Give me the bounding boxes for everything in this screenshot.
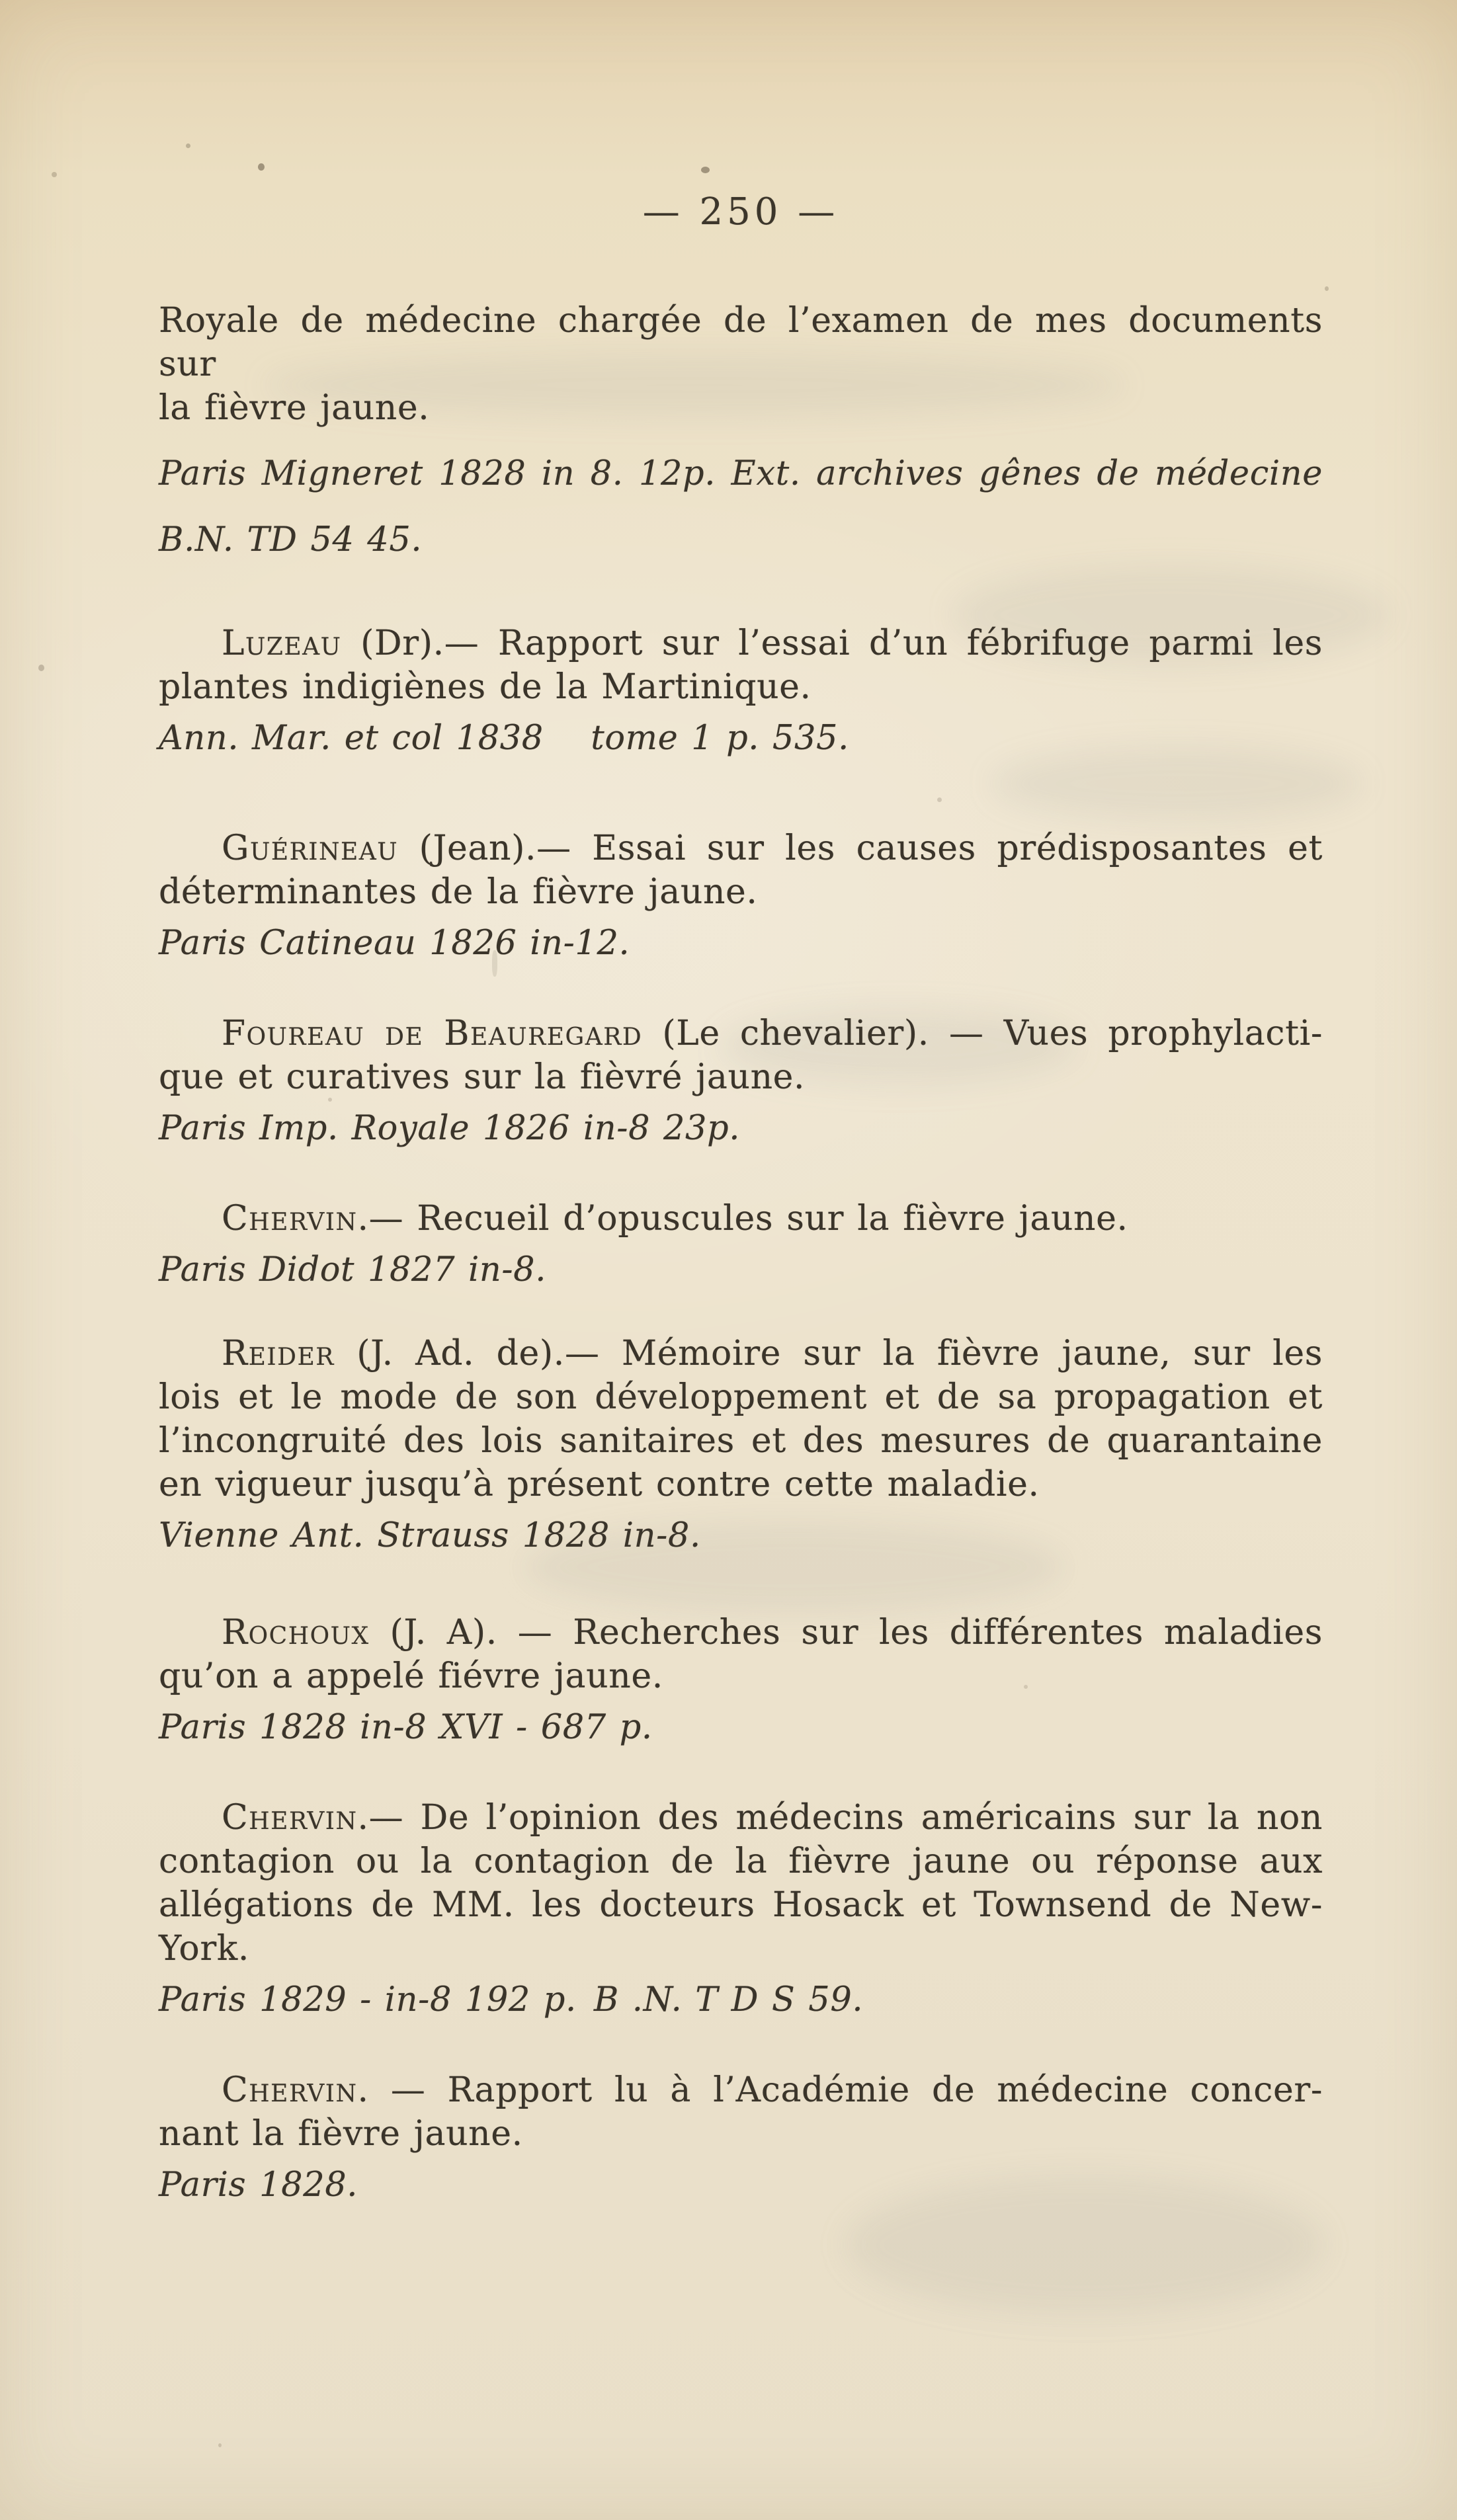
entry-title-line [159,1012,1323,1055]
bibliography-entry [159,1332,1323,1558]
ink-speck [186,143,190,148]
bibliography-entry [159,1197,1323,1292]
author-name: Chervin [222,1798,358,1838]
ink-speck [38,665,44,671]
entry-title-line: lois et le mode de son développement et de sa propagation et [159,1377,1323,1417]
author-name: Chervin [222,2070,358,2110]
entry-title-line: nant la fièvre jaune. [159,2114,523,2154]
entry-title-line: qu’on a appelé fiévre jaune. [159,1656,663,1696]
entry-title-line [159,1611,1323,1654]
entry-reference-line: Paris 1828 in-8 XVI - 687 p. [159,1708,653,1747]
title-text: Royale de médecine chargée de l’examen de mes documents sur [159,301,1323,384]
ink-speck [1325,286,1329,291]
title-text: (J. A). — Recherches sur les différentes maladies [369,1613,1323,1652]
author-name: Luzeau [222,624,342,663]
entry-title-line [159,299,1323,386]
bibliography-entry [159,1611,1323,1750]
title-text: . — Rapport lu à l’Académie de médecine concer- [357,2070,1323,2110]
author-name: Chervin [222,1199,358,1239]
entry-reference-line: Paris Didot 1827 in-8. [159,1250,547,1289]
entry-title-line: que et curatives sur la fièvré jaune. [159,1057,806,1097]
entry-title-line [159,1332,1323,1375]
title-text: .— Recueil d’opuscules sur la fièvre jaune. [357,1199,1128,1239]
ink-speck [52,172,57,177]
title-text: (J. Ad. de).— Mémoire sur la fièvre jaune, sur les [334,1334,1323,1373]
entry-title-line: déterminantes de la fièvre jaune. [159,872,758,912]
author-name: Reider [222,1334,335,1373]
entry-title-line [159,2068,1323,2112]
bibliography-entry-continuation [159,299,1323,562]
entry-reference-line: Paris 1829 - in-8 192 p. B .N. T D S 59. [159,1980,864,2019]
ink-speck [218,2443,222,2447]
entry-title-line: allégations de MM. les docteurs Hosack et Townsend de New- [159,1885,1323,1925]
entry-reference-line: Paris Imp. Royale 1826 in-8 23p. [159,1109,741,1148]
page-number: — 250 — [642,190,839,233]
bibliography-entry [159,827,1323,965]
bibliography-entry [159,622,1323,760]
title-text: (Jean).— Essai sur les causes prédisposantes et [398,829,1323,868]
entry-title-line: York. [159,1929,250,1969]
page-body [159,299,1323,2207]
entry-title-line [159,1796,1323,1840]
author-name: Guérineau [222,829,399,868]
entry-title-line: la fièvre jaune. [159,388,430,428]
entry-title-line [159,1197,1323,1240]
entry-reference-line: Paris 1828. [159,2166,358,2205]
entry-reference-line: Paris Migneret 1828 in 8. 12p. Ext. archives gênes de médecine [159,454,1323,493]
entry-title-line: l’incongruité des lois sanitaires et des mesures de quarantaine [159,1421,1323,1461]
title-text: .— De l’opinion des médecins américains sur la non [357,1798,1323,1838]
entry-reference-line: Paris Catineau 1826 in-12. [159,924,630,963]
bibliography-entry [159,1012,1323,1151]
entry-title-line: contagion ou la contagion de la fièvre jaune ou réponse aux [159,1842,1323,1881]
author-name: Rochoux [222,1613,370,1652]
author-name: Foureau de Beauregard [222,1014,643,1053]
ink-speck [258,163,265,171]
entry-reference-line: Ann. Mar. et col 1838 tome 1 p. 535. [159,719,849,758]
entry-reference-line: B.N. TD 54 45. [159,520,423,559]
bibliography-entry [159,2068,1323,2207]
title-text: (Le chevalier). — Vues prophylacti- [642,1014,1323,1053]
ink-speck [701,167,710,173]
entry-reference-line: Vienne Ant. Strauss 1828 in-8. [159,1516,701,1555]
entry-title-line: plantes indigiènes de la Martinique. [159,667,812,707]
entry-title-line: en vigueur jusqu’à présent contre cette maladie. [159,1465,1040,1504]
entry-title-line [159,622,1323,665]
bibliography-entry [159,1796,1323,2022]
title-text: (Dr).— Rapport sur l’essai d’un fébrifuge parmi les [341,624,1323,663]
entry-title-line [159,827,1323,870]
